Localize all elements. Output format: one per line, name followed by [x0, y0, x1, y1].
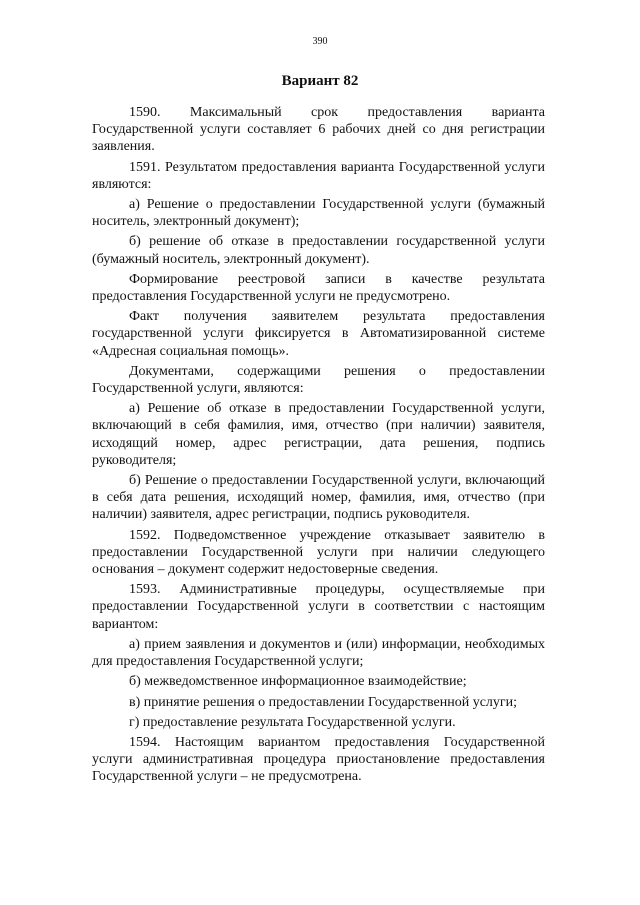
paragraph-registry-record: Формирование реестровой записи в качестве результата предоставления Государственной услуги не предусмотрено. — [92, 271, 545, 305]
list-item-procedure-a: а) прием заявления и документов и (или) информации, необходимых для предоставления Государственной услуги; — [92, 636, 545, 670]
paragraph-1592: 1592. Подведомственное учреждение отказывает заявителю в предоставлении Государственной услуги при наличии следующего основания – документ содержит недостоверные сведения. — [92, 527, 545, 578]
document-body — [92, 104, 545, 789]
list-item-result-b: б) решение об отказе в предоставлении государственной услуги (бумажный носитель, электронный документ). — [92, 234, 545, 267]
paragraph-fact-receipt: Факт получения заявителем результата предоставления государственной услуги фиксируется в Автоматизированной системе «Адресная социальная помощь». — [92, 309, 545, 359]
paragraph-1594: 1594. Настоящим вариантом предоставления Государственной услуги административная процедура приостановление предоставления Государственной услуги – не предусмотрена. — [92, 734, 545, 785]
paragraph-documents: Документами, содержащими решения о предоставлении Государственной услуги, являются: — [92, 363, 545, 397]
page-number: 390 — [312, 36, 328, 47]
variant-title: Вариант 82 — [281, 73, 359, 89]
paragraph-1591: 1591. Результатом предоставления варианта Государственной услуги являются: — [92, 159, 545, 192]
list-item-result-a: а) Решение о предоставлении Государственной услуги (бумажный носитель, электронный документ); — [92, 197, 545, 230]
list-item-document-b: б) Решение о предоставлении Государственной услуги, включающий в себя дата решения, исходящий номер, фамилия, имя, отчество (при наличии) заявителя, адрес регистрации, подпись руководителя. — [92, 473, 545, 523]
paragraph-1590: 1590. Максимальный срок предоставления варианта Государственной услуги составляет 6 рабочих дней со дня регистрации заявления. — [92, 105, 545, 155]
list-item-procedure-c: в) принятие решения о предоставлении Государственной услуги; — [129, 694, 518, 710]
list-item-procedure-d: г) предоставление результата Государственной услуги. — [129, 714, 456, 730]
list-item-document-a: а) Решение об отказе в предоставлении Государственной услуги, включающий в себя фамилия, имя, отчество (при наличии) заявителя, исходящий номер, адрес регистрации, дата решения, подпись руководителя; — [92, 401, 545, 468]
paragraph-1593: 1593. Административные процедуры, осуществляемые при предоставлении Государственной услуги в соответствии с настоящим вариантом: — [92, 582, 545, 632]
list-item-procedure-b: б) межведомственное информационное взаимодействие; — [129, 674, 467, 690]
